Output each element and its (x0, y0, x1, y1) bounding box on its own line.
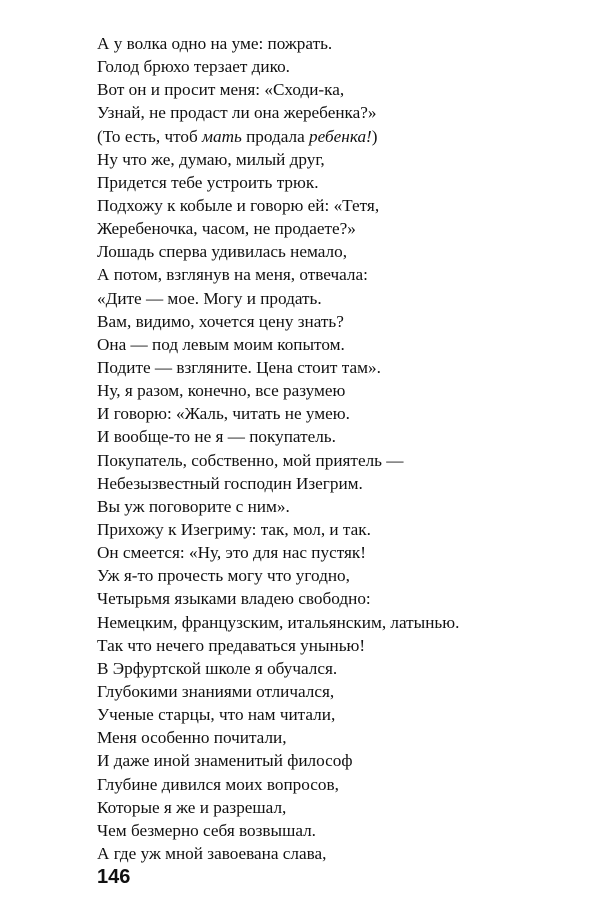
poem-line-with-italics (97, 125, 587, 148)
poem-line: А где уж мной завоевана слава, (97, 843, 327, 863)
poem-line: Вам, видимо, хочется цену знать? (97, 311, 344, 331)
poem-line: Ну, я разом, конечно, все разумею (97, 381, 346, 401)
poem-line: А у волка одно на уме: пожрать. (97, 34, 333, 53)
poem-line: Так что нечего предаваться унынью! (97, 635, 366, 655)
poem-line: Жеребеночка, часом, не продаете?» (97, 219, 356, 239)
poem-line: Небезызвестный господин Изегрим. (97, 473, 363, 493)
poem-line: Она — под левым моим копытом. (97, 334, 345, 354)
poem-line: Вот он и просит меня: «Сходи-ка, (97, 80, 345, 100)
poem-line: Глубокими знаниями отличался, (97, 681, 335, 701)
poem-line-part: (То есть, чтоб (97, 126, 203, 146)
poem-line: Чем безмерно себя возвышал. (97, 820, 316, 840)
poem-line-part: ) (371, 126, 378, 146)
poem-line: Глубине дивился моих вопросов, (97, 774, 339, 794)
poem-line: Он смеется: «Ну, это для нас пустяк! (97, 543, 366, 563)
poem-line: Покупатель, собственно, мой приятель — (97, 450, 404, 470)
poem-line: Которые я же и разрешал, (97, 797, 287, 817)
poem-line: Меня особенно почитали, (97, 728, 287, 748)
poem-line: Подите — взгляните. Цена стоит там». (97, 357, 381, 377)
poem-italic-word: ребенка! (309, 126, 372, 146)
poem-line: И говорю: «Жаль, читать не умею. (97, 404, 350, 424)
poem-line: «Дите — мое. Могу и продать. (97, 288, 322, 308)
poem-line: Придется тебе устроить трюк. (97, 172, 319, 192)
poem-line: Уж я-то прочесть могу что угодно, (97, 566, 350, 586)
poem-italic-word: мать (202, 126, 242, 146)
poem-line: Четырьмя языками владею свободно: (97, 589, 371, 609)
poem-line: Прихожу к Изегриму: так, мол, и так. (97, 519, 371, 539)
poem-line: В Эрфуртской школе я обучался. (97, 658, 338, 678)
poem-line: И даже иной знаменитый философ (97, 751, 353, 771)
poem-line: Лошадь сперва удивилась немало, (97, 242, 347, 262)
page-number: 146 (97, 866, 131, 888)
poem-line: Немецким, французским, итальянским, латынью. (97, 612, 460, 632)
poem-line: Ученые старцы, что нам читали, (97, 705, 336, 725)
poem-line: А потом, взглянув на меня, отвечала: (97, 265, 368, 285)
poem-line: Подхожу к кобыле и говорю ей: «Тетя, (97, 195, 380, 215)
poem-line: Голод брюхо терзает дико. (97, 57, 290, 77)
poem-line: Ну что же, думаю, милый друг, (97, 149, 325, 169)
poem-line: И вообще-то не я — покупатель. (97, 427, 336, 447)
poem-line: Вы уж поговорите с ним». (97, 496, 290, 516)
poem-line: Узнай, не продаст ли она жеребенка?» (97, 103, 377, 123)
poem-text (97, 32, 587, 865)
poem-line-part: продала (241, 126, 310, 146)
